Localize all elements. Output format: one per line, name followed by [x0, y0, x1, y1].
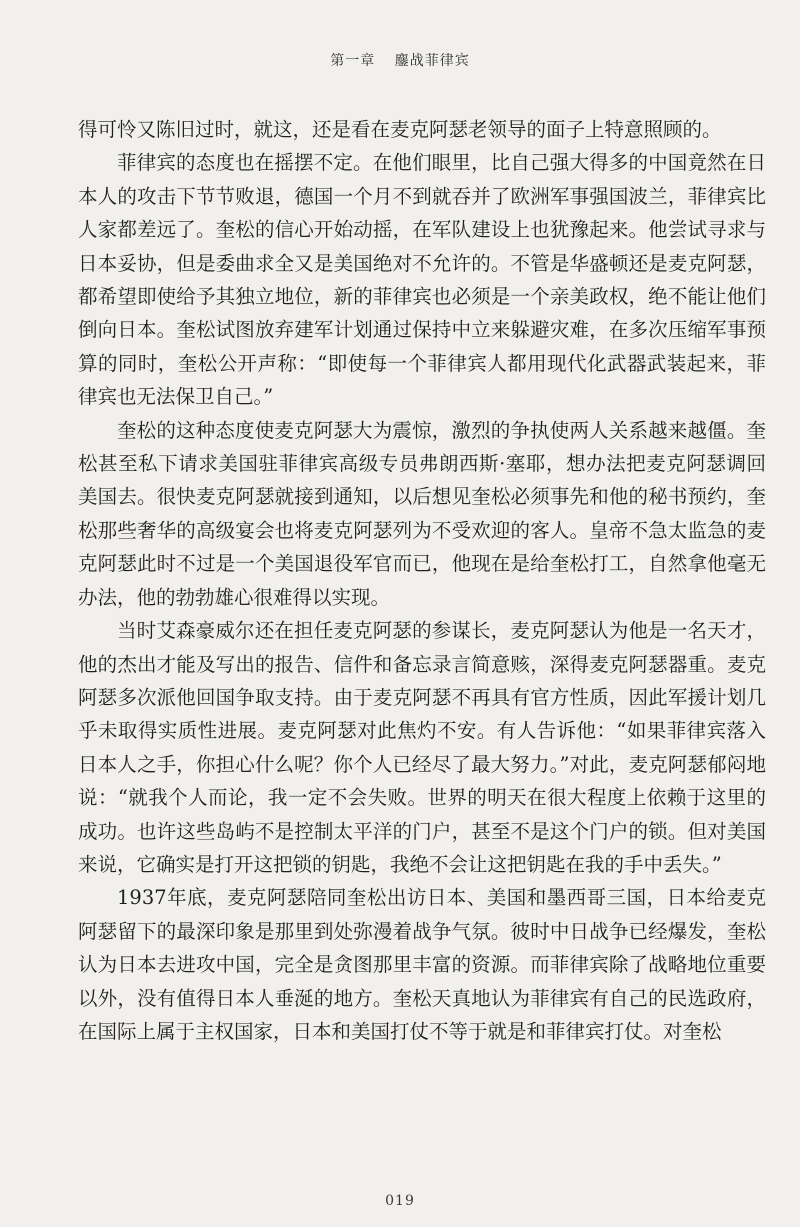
paragraph: 1937年底，麦克阿瑟陪同奎松出访日本、美国和墨西哥三国，日本给麦克阿瑟留下的最深印象是那里到处弥漫着战争气氛。彼时中日战争已经爆发，奎松认为日本去进攻中国，完全是贪图那里丰富的资源。而菲律宾除了战略地位重要以外，没有值得日本人垂涎的地方。奎松天真地认为菲律宾有自己的民选政府，在国际上属于主权国家，日本和美国打仗不等于就是和菲律宾打仗。对奎松	[78, 886, 766, 1043]
chapter-number: 第一章	[330, 53, 376, 69]
paragraph-continued: 得可怜又陈旧过时，就这，还是看在麦克阿瑟老领导的面子上特意照顾的。	[78, 118, 722, 141]
paragraph: 当时艾森豪威尔还在担任麦克阿瑟的参谋长，麦克阿瑟认为他是一名天才，他的杰出才能及写出的报告、信件和备忘录言简意赅，深得麦克阿瑟器重。麦克阿瑟多次派他回国争取支持。由于麦克阿瑟不再具有官方性质，因此军援计划几乎未取得实质性进展。麦克阿瑟对此焦灼不安。有人告诉他：“如果菲律宾落入日本人之手，你担心什么呢？你个人已经尽了最大努力。”对此，麦克阿瑟郁闷地说：“就我个人而论，我一定不会失败。世界的明天在很大程度上依赖于这里的成功。也许这些岛屿不是控制太平洋的门户，甚至不是这个门户的锁。但对美国来说，它确实是打开这把锁的钥匙，我绝不会让这把钥匙在我的手中丢失。”	[78, 619, 766, 876]
page-number: 019	[385, 1193, 415, 1209]
paragraph: 菲律宾的态度也在摇摆不定。在他们眼里，比自己强大得多的中国竟然在日本人的攻击下节节败退，德国一个月不到就吞并了欧洲军事强国波兰，菲律宾比人家都差远了。奎松的信心开始动摇，在军队建设上也犹豫起来。他尝试寻求与日本妥协，但是委曲求全又是美国绝对不允许的。不管是华盛顿还是麦克阿瑟，都希望即使给予其独立地位，新的菲律宾也必须是一个亲美政权，绝不能让他们倒向日本。奎松试图放弃建军计划通过保持中立来躲避灾难，在多次压缩军事预算的同时，奎松公开声称：“即使每一个菲律宾人都用现代化武器武装起来，菲律宾也无法保卫自己。”	[78, 151, 766, 409]
body-text	[78, 113, 766, 1048]
chapter-title: 鏖战菲律宾	[394, 53, 470, 69]
running-header	[0, 50, 800, 70]
paragraph: 奎松的这种态度使麦克阿瑟大为震惊，激烈的争执使两人关系越来越僵。奎松甚至私下请求美国驻菲律宾高级专员弗朗西斯·塞耶，想办法把麦克阿瑟调回美国去。很快麦克阿瑟就接到通知，以后想见奎松必须事先和他的秘书预约，奎松那些奢华的高级宴会也将麦克阿瑟列为不受欢迎的客人。皇帝不急太监急的麦克阿瑟此时不过是一个美国退役军官而已，他现在是给奎松打工，自然拿他毫无办法，他的勃勃雄心很难得以实现。	[78, 418, 766, 609]
